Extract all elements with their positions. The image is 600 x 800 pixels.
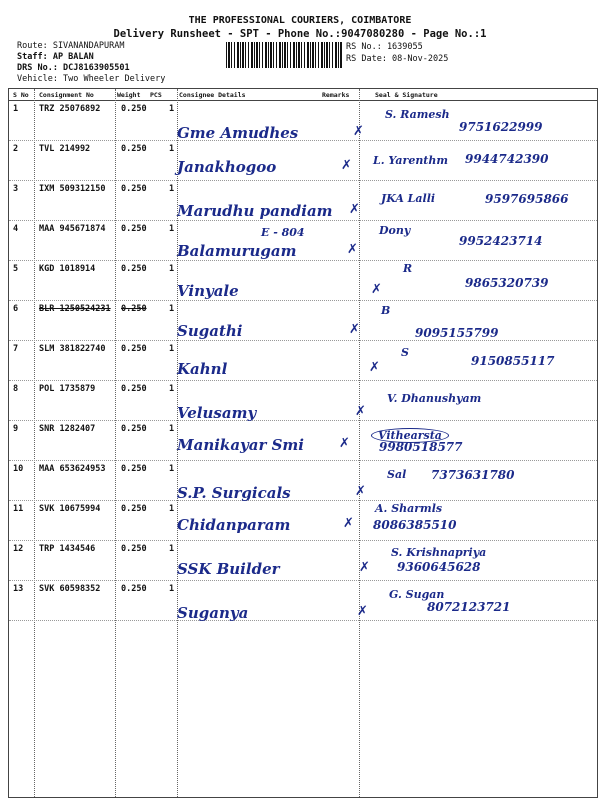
consignee-name: Balamurugam bbox=[177, 242, 297, 260]
row-pcs: 1 bbox=[169, 384, 175, 394]
consignee-name: Marudhu pandiam bbox=[177, 202, 333, 220]
row-pcs: 1 bbox=[169, 304, 175, 314]
receiver-phone: 9980518577 bbox=[379, 440, 463, 454]
receiver-signature: S. Ramesh bbox=[385, 108, 450, 121]
delivered-mark-icon: ✗ bbox=[357, 604, 368, 619]
row-pcs: 1 bbox=[169, 264, 175, 274]
receiver-phone: 9360645628 bbox=[397, 560, 481, 574]
delivered-mark-icon: ✗ bbox=[339, 436, 350, 451]
consignee-name: Manikayar Smi bbox=[177, 436, 305, 454]
delivery-table bbox=[8, 88, 598, 798]
table-row bbox=[9, 460, 597, 501]
receiver-signature: JKA Lalli bbox=[381, 192, 436, 205]
col-details: Consignee Details bbox=[179, 91, 246, 99]
receiver-phone: 9865320739 bbox=[465, 276, 549, 290]
row-sno: 6 bbox=[13, 304, 19, 314]
row-consignment: TVL 214992 bbox=[39, 144, 91, 154]
row-weight: 0.250 bbox=[121, 304, 147, 314]
row-weight: 0.250 bbox=[121, 424, 147, 434]
row-pcs: 1 bbox=[169, 184, 175, 194]
runsheet-title: Delivery Runsheet - SPT - Phone No.:9047080280 - Page No.:1 bbox=[113, 28, 487, 40]
table-row bbox=[9, 220, 597, 261]
consignee-name: Janakhogoo bbox=[177, 158, 277, 176]
company-name: THE PROFESSIONAL COURIERS, COIMBATORE bbox=[188, 15, 412, 26]
receiver-phone: 8072123721 bbox=[427, 600, 511, 614]
row-pcs: 1 bbox=[169, 464, 175, 474]
row-sno: 13 bbox=[13, 584, 24, 594]
rs-number: RS No.: 1639055 bbox=[346, 42, 423, 52]
row-pcs: 1 bbox=[169, 544, 175, 554]
delivered-mark-icon: ✗ bbox=[343, 516, 354, 531]
row-pcs: 1 bbox=[169, 224, 175, 234]
delivered-mark-icon: ✗ bbox=[349, 322, 360, 337]
row-weight: 0.250 bbox=[121, 464, 147, 474]
row-weight: 0.250 bbox=[121, 504, 147, 514]
col-seal: Seal & Signature bbox=[375, 91, 438, 99]
consignee-name: Kahnl bbox=[177, 360, 228, 378]
delivered-mark-icon: ✗ bbox=[355, 404, 366, 419]
row-sno: 3 bbox=[13, 184, 19, 194]
delivered-mark-icon: ✗ bbox=[369, 360, 380, 375]
row-consignment: POL 1735879 bbox=[39, 384, 96, 394]
receiver-phone: 9150855117 bbox=[471, 354, 555, 368]
row-sno: 2 bbox=[13, 144, 19, 154]
table-row bbox=[9, 540, 597, 581]
row-sno: 11 bbox=[13, 504, 24, 514]
receiver-signature: Sal bbox=[387, 468, 407, 481]
row-weight: 0.250 bbox=[121, 384, 147, 394]
delivered-mark-icon: ✗ bbox=[341, 158, 352, 173]
table-row bbox=[9, 420, 597, 461]
receiver-signature: L. Yarenthm bbox=[373, 154, 449, 167]
col-remarks: Remarks bbox=[322, 91, 350, 99]
row-pcs: 1 bbox=[169, 504, 175, 514]
row-pcs: 1 bbox=[169, 584, 175, 594]
row-consignment: TRP 1434546 bbox=[39, 544, 96, 554]
receiver-signature: A. Sharmls bbox=[375, 502, 443, 515]
row-weight: 0.250 bbox=[121, 184, 147, 194]
row-weight: 0.250 bbox=[121, 584, 147, 594]
row-consignment: IXM 509312150 bbox=[39, 184, 106, 194]
row-sno: 9 bbox=[13, 424, 19, 434]
row-sno: 4 bbox=[13, 224, 19, 234]
row-consignment: BLR 1250524231 bbox=[39, 304, 111, 314]
receiver-phone: 9597695866 bbox=[485, 192, 569, 206]
row-consignment: SLM 381822740 bbox=[39, 344, 106, 354]
receiver-signature: S bbox=[401, 346, 409, 359]
receiver-phone: 7373631780 bbox=[431, 468, 515, 482]
consignee-name: Velusamy bbox=[177, 404, 257, 422]
row-weight: 0.250 bbox=[121, 264, 147, 274]
receiver-phone: 8086385510 bbox=[373, 518, 457, 532]
row-sno: 12 bbox=[13, 544, 24, 554]
table-row bbox=[9, 380, 597, 421]
col-weight: Weight bbox=[117, 91, 141, 99]
table-row bbox=[9, 260, 597, 301]
receiver-signature: Dony bbox=[379, 224, 411, 237]
row-consignment: KGD 1018914 bbox=[39, 264, 96, 274]
row-consignment: TRZ 25076892 bbox=[39, 104, 101, 114]
delivered-mark-icon: ✗ bbox=[359, 560, 370, 575]
delivered-mark-icon: ✗ bbox=[355, 484, 366, 499]
delivered-mark-icon: ✗ bbox=[349, 202, 360, 217]
barcode bbox=[226, 42, 342, 68]
row-pcs: 1 bbox=[169, 144, 175, 154]
receiver-signature: R bbox=[403, 262, 413, 275]
handwritten-note: E - 804 bbox=[261, 226, 305, 239]
drs-number: DRS No.: DCJ8163905501 bbox=[17, 63, 130, 73]
row-pcs: 1 bbox=[169, 424, 175, 434]
table-row bbox=[9, 500, 597, 541]
row-consignment: MAA 945671874 bbox=[39, 224, 106, 234]
table-row bbox=[9, 580, 597, 621]
row-weight: 0.250 bbox=[121, 144, 147, 154]
row-weight: 0.250 bbox=[121, 224, 147, 234]
row-sno: 8 bbox=[13, 384, 19, 394]
staff-label: Staff: AP BALAN bbox=[17, 52, 94, 62]
consignee-name: Chidanparam bbox=[177, 516, 291, 534]
receiver-signature: Vithearsta bbox=[371, 428, 449, 443]
consignee-name: S.P. Surgicals bbox=[177, 484, 291, 502]
row-sno: 5 bbox=[13, 264, 19, 274]
row-sno: 1 bbox=[13, 104, 19, 114]
consignee-name: SSK Builder bbox=[177, 560, 280, 578]
row-consignment: SVK 10675994 bbox=[39, 504, 101, 514]
table-row bbox=[9, 140, 597, 181]
row-weight: 0.250 bbox=[121, 544, 147, 554]
col-consignment: Consignment No bbox=[39, 91, 94, 99]
row-weight: 0.250 bbox=[121, 104, 147, 114]
row-sno: 10 bbox=[13, 464, 24, 474]
receiver-phone: 9944742390 bbox=[465, 152, 549, 166]
consignee-name: Sugathi bbox=[177, 322, 243, 340]
table-row bbox=[9, 300, 597, 341]
table-row bbox=[9, 100, 597, 141]
col-pcs: PCS bbox=[150, 91, 162, 99]
row-consignment: SVK 60598352 bbox=[39, 584, 101, 594]
row-pcs: 1 bbox=[169, 104, 175, 114]
receiver-signature: G. Sugan bbox=[389, 588, 445, 601]
delivered-mark-icon: ✗ bbox=[347, 242, 358, 257]
delivered-mark-icon: ✗ bbox=[353, 124, 364, 139]
row-consignment: SNR 1282407 bbox=[39, 424, 96, 434]
consignee-name: Suganya bbox=[177, 604, 249, 622]
table-row bbox=[9, 180, 597, 221]
receiver-signature: V. Dhanushyam bbox=[387, 392, 482, 405]
rs-date: RS Date: 08-Nov-2025 bbox=[346, 54, 449, 64]
table-row bbox=[9, 340, 597, 381]
receiver-phone: 9952423714 bbox=[459, 234, 543, 248]
receiver-phone: 9751622999 bbox=[459, 120, 543, 134]
col-sno: S No bbox=[13, 91, 29, 99]
receiver-signature: S. Krishnapriya bbox=[391, 546, 487, 559]
consignee-name: Vinyale bbox=[177, 282, 239, 300]
row-sno: 7 bbox=[13, 344, 19, 354]
route-label: Route: SIVANANDAPURAM bbox=[17, 41, 125, 51]
row-weight: 0.250 bbox=[121, 344, 147, 354]
receiver-signature: B bbox=[381, 304, 391, 317]
row-consignment: MAA 653624953 bbox=[39, 464, 106, 474]
delivered-mark-icon: ✗ bbox=[371, 282, 382, 297]
row-pcs: 1 bbox=[169, 344, 175, 354]
receiver-phone: 9095155799 bbox=[415, 326, 499, 340]
consignee-name: Gme Amudhes bbox=[177, 124, 299, 142]
vehicle-label: Vehicle: Two Wheeler Delivery bbox=[17, 74, 166, 84]
